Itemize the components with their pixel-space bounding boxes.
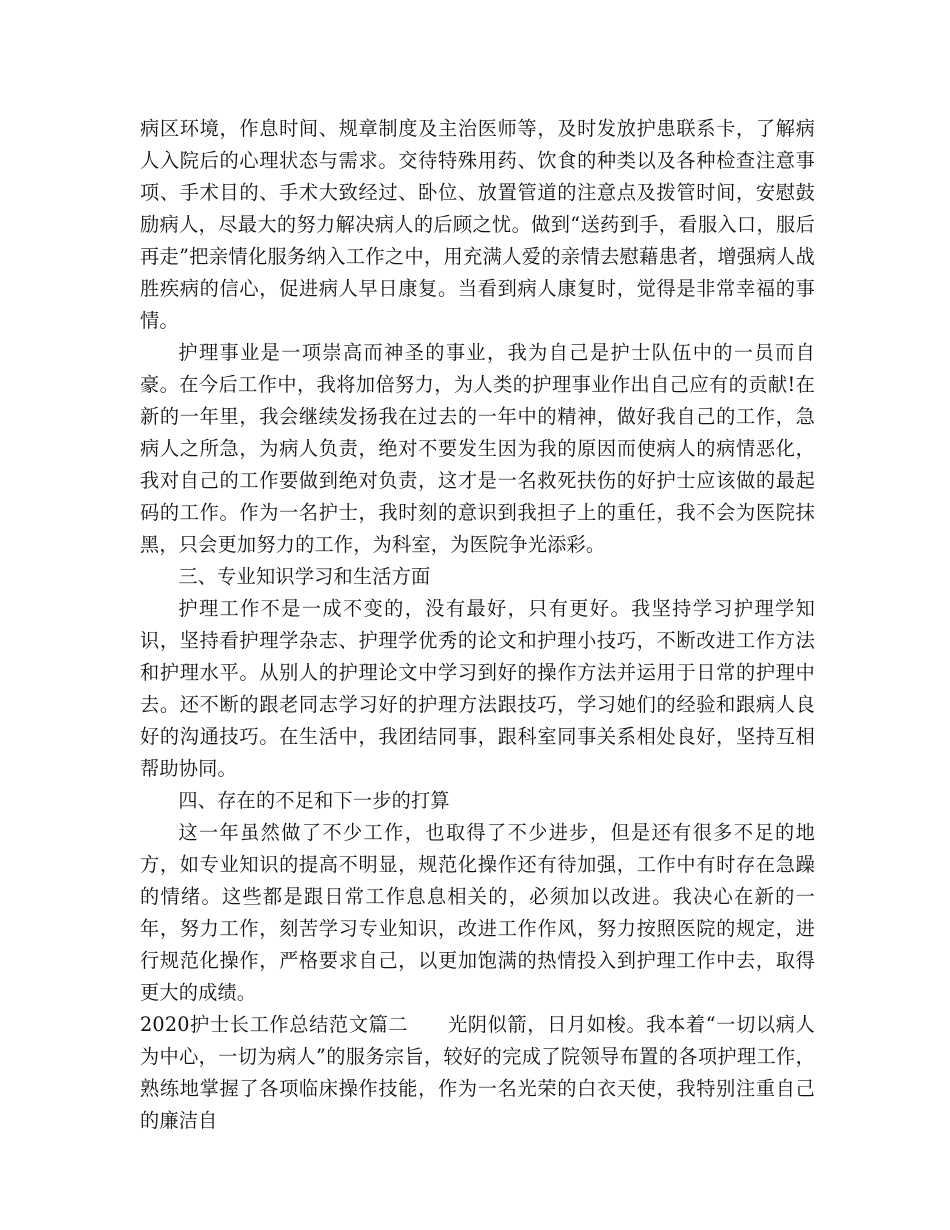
section-heading-shortcomings: 四、存在的不足和下一步的打算 xyxy=(178,789,450,812)
document-body xyxy=(140,113,815,1137)
section-heading-professional-knowledge: 三、专业知识学习和生活方面 xyxy=(178,565,431,588)
paragraph-ward-orientation: 病区环境，作息时间、规章制度及主治医师等，及时发放护患联系卡，了解病人入院后的心理状态与需求。交待特殊用药、饮食的种类以及各种检查注意事项、手术目的、手术大致经过、卧位、放置管道的注意点及拨管时间，安慰鼓励病人，尽最大的努力解决病人的后顾之忧。做到“送药到手，看服入口，服后再走”把亲情化服务纳入工作之中，用充满人爱的亲情去慰藉患者，增强病人战胜疾病的信心，促进病人早日康复。当看到病人康复时，觉得是非常幸福的事情。 xyxy=(140,117,815,332)
paragraph-shortcomings-plan: 这一年虽然做了不少工作，也取得了不少进步，但是还有很多不足的地方，如专业知识的提高不明显，规范化操作还有待加强，工作中有时存在急躁的情绪。这些都是跟日常工作息息相关的，必须加以改进。我决心在新的一年，努力工作，刻苦学习专业知识，改进工作作风，努力按照医院的规定，进行规范化操作，严格要求自己，以更加饱满的热情投入到护理工作中去，取得更大的成绩。 xyxy=(140,821,815,1004)
paragraph-article-two-intro: 2020护士长工作总结范文篇二 光阴似箭，日月如梭。我本着“一切以病人为中心，一切为病人”的服务宗旨，较好的完成了院领导布置的各项护理工作，熟练地掌握了各项临床操作技能，作为一名光荣的白衣天使，我特别注重自己的廉洁自 xyxy=(140,1013,815,1132)
paragraph-nursing-career: 护理事业是一项崇高而神圣的事业，我为自己是护士队伍中的一员而自豪。在今后工作中，我将加倍努力，为人类的护理事业作出自己应有的贡献!在新的一年里，我会继续发扬我在过去的一年中的精神，做好我自己的工作，急病人之所急，为病人负责，绝对不要发生因为我的原因而使病人的病情恶化，我对自己的工作要做到绝对负责，这才是一名救死扶伤的好护士应该做的最起码的工作。作为一名护士，我时刻的意识到我担子上的重任，我不会为医院抹黑，只会更加努力的工作，为科室，为医院争光添彩。 xyxy=(140,341,815,556)
paragraph-professional-learning: 护理工作不是一成不变的，没有最好，只有更好。我坚持学习护理学知识，坚持看护理学杂志、护理学优秀的论文和护理小技巧，不断改进工作方法和护理水平。从别人的护理论文中学习到好的操作方法并运用于日常的护理中去。还不断的跟老同志学习好的护理方法跟技巧，学习她们的经验和跟病人良好的沟通技巧。在生活中，我团结同事，跟科室同事关系相处良好，坚持互相帮助协同。 xyxy=(140,597,815,780)
